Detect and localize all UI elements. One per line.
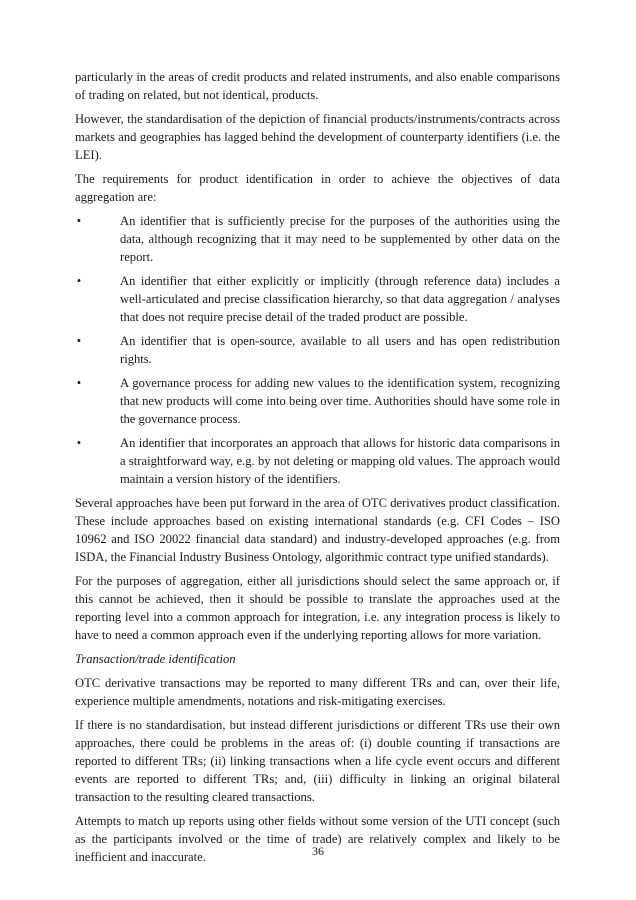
list-item <box>75 374 560 428</box>
list-item <box>75 272 560 326</box>
bullet-icon: • <box>76 274 82 288</box>
paragraph-otc-transactions: OTC derivative transactions may be reported to many different TRs and can, over their life, experience multiple amendments, notations and risk-mitigating exercises. <box>75 676 560 708</box>
list-item-text: An identifier that is sufficiently precise for the purposes of the authorities using the data, although recognizing that it may need to be supplemented by other data on the report. <box>120 214 560 264</box>
list-item-text: An identifier that incorporates an approach that allows for historic data comparisons in a straightforward way, e.g. by not deleting or mapping old values. The approach would maintain a version history of the identifiers. <box>120 436 560 486</box>
list-item <box>75 332 560 368</box>
paragraph-continuation: particularly in the areas of credit products and related instruments, and also enable comparisons of trading on related, but not identical, products. <box>75 70 560 102</box>
section-subheading: Transaction/trade identification <box>75 652 236 666</box>
list-item-text: An identifier that is open-source, available to all users and has open redistribution rights. <box>120 334 560 366</box>
bullet-icon: • <box>76 436 82 450</box>
list-item-text: A governance process for adding new values to the identification system, recognizing that new products will come into being over time. Authorities should have some role in the governance process. <box>120 376 560 426</box>
bullet-icon: • <box>76 214 82 228</box>
paragraph-matching-attempts: Attempts to match up reports using other fields without some version of the UTI concept (such as the participants involved or the time of trade) are relatively complex and likely to be inefficient and inaccurate. <box>75 814 560 864</box>
paragraph-standardisation: However, the standardisation of the depiction of financial products/instruments/contracts across markets and geographies has lagged behind the development of counterparty identifiers (i.e. the LEI). <box>75 112 560 162</box>
paragraph-no-standardisation: If there is no standardisation, but instead different jurisdictions or different TRs use their own approaches, there could be problems in the areas of: (i) double counting if transactions are reported to different TRs; (ii) linking transactions when a life cycle event occurs and different events are reported to different TRs; and, (iii) difficulty in linking an original bilateral transaction to the resulting cleared transactions. <box>75 718 560 804</box>
list-item-text: An identifier that either explicitly or implicitly (through reference data) includes a well-articulated and precise classification hierarchy, so that data aggregation / analyses that does not require precise detail of the traded product are possible. <box>120 274 560 324</box>
paragraph-requirements-intro: The requirements for product identification in order to achieve the objectives of data aggregation are: <box>75 172 560 204</box>
paragraph-aggregation: For the purposes of aggregation, either all jurisdictions should select the same approach or, if this cannot be achieved, then it should be possible to translate the approaches used at the reporting level into a common approach for integration, i.e. any integration process is likely to have to need a common approach even if the underlying reporting allows for more variation. <box>75 574 560 642</box>
list-item <box>75 212 560 266</box>
list-item <box>75 434 560 488</box>
bullet-icon: • <box>76 334 82 348</box>
paragraph-approaches: Several approaches have been put forward in the area of OTC derivatives product classification. These include approaches based on existing international standards (e.g. CFI Codes – ISO 10962 and ISO 20022 financial data standard) and industry-developed approaches (e.g. from ISDA, the Financial Industry Business Ontology, algorithmic contract type unified standards). <box>75 496 560 564</box>
page-body <box>75 68 560 872</box>
page-number: 36 <box>312 844 324 858</box>
bullet-icon: • <box>76 376 82 390</box>
requirements-list <box>75 212 560 488</box>
